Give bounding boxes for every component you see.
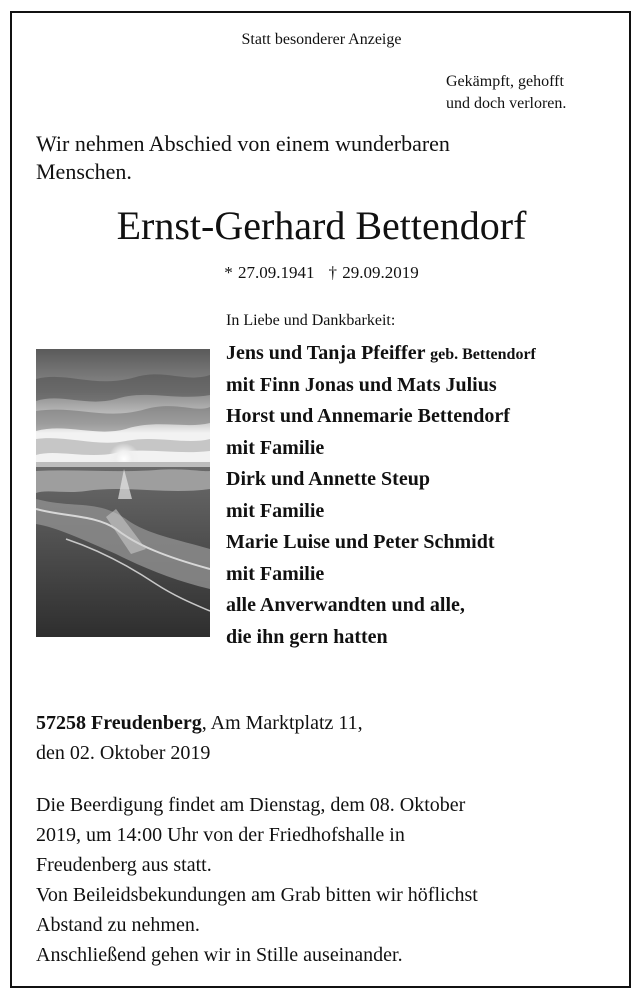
funeral-notice (36, 790, 478, 970)
mourner-line: Jens und Tanja Pfeiffer geb. Bettendorf (226, 342, 536, 364)
mourner-line: mit Familie (226, 499, 325, 522)
gratitude-label: In Liebe und Dankbarkeit: (226, 312, 396, 329)
place-address: , Am Marktplatz 11, (201, 712, 363, 734)
notice-line: Anschließend gehen wir in Stille auseinander. (36, 944, 403, 966)
mourner-line: mit Familie (226, 562, 325, 585)
mourners-list (226, 338, 536, 653)
notice-line: 2019, um 14:00 Uhr von der Friedhofshalle in (36, 824, 405, 846)
intro-line-1: Wir nehmen Abschied von einem wunderbaren (36, 131, 450, 156)
life-dates (0, 263, 643, 283)
maiden-name-note: geb. Bettendorf (430, 346, 536, 363)
place-and-date (36, 708, 363, 768)
motto-line-2: und doch verloren. (446, 95, 567, 112)
place-line (36, 708, 363, 738)
mourner-line: mit Familie (226, 436, 325, 459)
notice-line: Abstand zu nehmen. (36, 914, 200, 936)
mourner-line: Marie Luise und Peter Schmidt (226, 531, 495, 553)
header-label: Statt besonderer Anzeige (241, 31, 402, 48)
intro-line-2: Menschen. (36, 159, 132, 184)
mourner-line: Dirk und Annette Steup (226, 468, 430, 490)
notice-line: Die Beerdigung findet am Dienstag, dem 08. Oktober (36, 794, 466, 816)
notice-line: Freudenberg aus statt. (36, 854, 212, 876)
mourner-line: die ihn gern hatten (226, 625, 388, 648)
sunset-sea-photo (36, 349, 210, 637)
intro-text (36, 130, 450, 186)
mourner-line: Horst und Annemarie Bettendorf (226, 405, 510, 427)
death-date: † 29.09.2019 (328, 263, 419, 282)
birth-date: * 27.09.1941 (224, 263, 315, 282)
motto-line-1: Gekämpft, gehofft (446, 73, 564, 90)
deceased-name: Ernst-Gerhard Bettendorf (116, 203, 527, 248)
motto (446, 71, 566, 115)
mourner-line: mit Finn Jonas und Mats Julius (226, 373, 497, 396)
notice-line: Von Beileidsbekundungen am Grab bitten wir höflichst (36, 884, 478, 906)
mourner-line: alle Anverwandten und alle, (226, 594, 465, 616)
place-city: 57258 Freudenberg (36, 712, 202, 734)
place-date: den 02. Oktober 2019 (36, 742, 211, 764)
